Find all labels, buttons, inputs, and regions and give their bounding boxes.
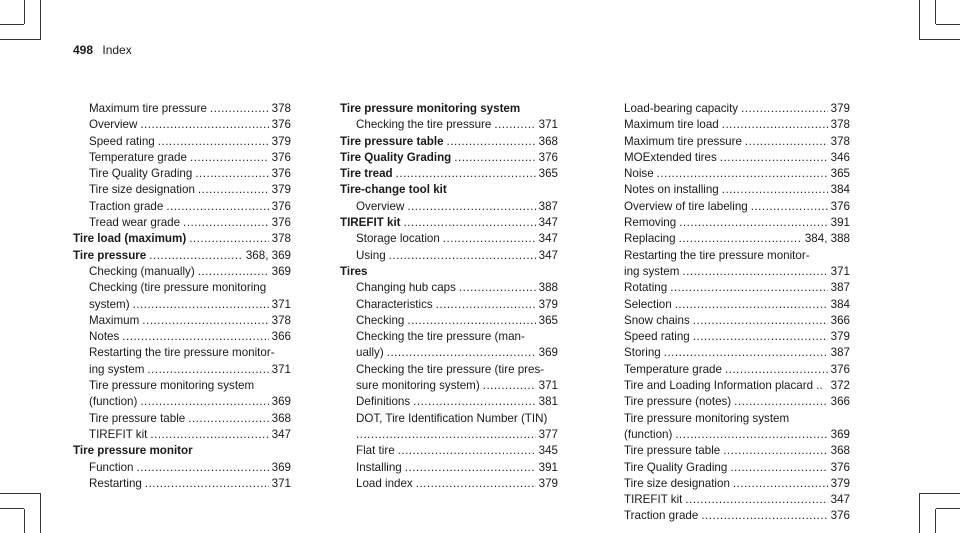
index-entry-text: Tire tread: [340, 167, 393, 181]
index-entry-text: Tire size designation: [89, 183, 195, 197]
index-entry-text: Tire pressure monitoring system: [624, 411, 790, 425]
crop-mark: [936, 24, 960, 25]
index-entry-text: Traction grade: [89, 199, 164, 213]
index-entry-page: 365: [538, 313, 558, 327]
dot-leader: [189, 231, 268, 247]
index-entry-text: Checking the tire pressure: [356, 118, 492, 132]
index-entry-page: 366: [830, 395, 850, 409]
index-entry-text: Tire pressure table: [340, 134, 444, 148]
index-entry: [340, 313, 558, 329]
dot-leader: [664, 345, 828, 361]
dot-leader: [459, 280, 536, 296]
index-entry-text: Tire Quality Grading: [340, 150, 452, 164]
index-entry-page: 376: [271, 150, 291, 164]
index-entry: [624, 101, 850, 117]
index-entry: [624, 313, 850, 329]
index-entry: [624, 134, 850, 150]
index-entry: [624, 378, 850, 394]
dot-leader: [670, 280, 827, 296]
dot-leader: [142, 313, 268, 329]
index-entry-page: 379: [271, 183, 291, 197]
index-entry-text: Restarting the tire pressure monitor-: [624, 248, 810, 262]
dot-leader: [685, 492, 827, 508]
dot-leader: [198, 182, 269, 198]
index-entry-page: 371: [271, 362, 291, 376]
index-entry-page: 379: [830, 330, 850, 344]
index-entry-text: ually): [356, 346, 384, 360]
index-entry: [624, 394, 850, 410]
index-entry: [624, 231, 850, 247]
dot-leader: [679, 231, 802, 247]
index-entry-text: Tire Quality Grading: [89, 167, 193, 181]
index-entry: [340, 101, 558, 117]
index-entry-text: Selection: [624, 297, 672, 311]
index-entry-text: Definitions: [356, 395, 411, 409]
index-entry-text: Tire pressure table: [89, 411, 186, 425]
crop-mark: [0, 24, 24, 25]
index-entry: [340, 345, 558, 361]
index-entry-page: 378: [271, 102, 291, 115]
index-entry: [340, 264, 558, 280]
index-entry-page: 368: [538, 134, 558, 148]
index-entry: [73, 378, 291, 394]
index-entry-page: 376: [830, 362, 850, 376]
dot-leader: [195, 166, 268, 182]
index-column-3: [624, 101, 850, 525]
index-entry: [340, 394, 558, 410]
dot-leader: [188, 411, 268, 427]
index-entry-text: Checking (manually): [89, 264, 195, 278]
index-entry-page: 377: [538, 427, 558, 441]
index-entry: [624, 117, 850, 133]
index-entry-page: 378: [271, 313, 291, 327]
dot-leader: [136, 460, 268, 476]
index-entry: [73, 460, 291, 476]
dot-leader: [675, 427, 827, 443]
index-entry-page: 371: [538, 118, 558, 132]
index-entry-text: Checking the tire pressure (man-: [356, 330, 525, 344]
index-entry: [73, 362, 291, 378]
dot-leader: [183, 215, 269, 231]
index-entry-text: Traction grade: [624, 509, 699, 523]
index-entry: [340, 215, 558, 231]
index-entry: [624, 150, 850, 166]
index-entry-page: 376: [271, 118, 291, 132]
index-entry-text: Replacing: [624, 232, 676, 246]
index-entry-text: Maximum tire load: [624, 118, 719, 132]
dot-leader: [387, 345, 536, 361]
index-entry-text: sure monitoring system): [356, 379, 480, 393]
index-entry-page: 371: [830, 264, 850, 278]
index-entry: [73, 248, 291, 264]
index-entry-text: Load-bearing capacity: [624, 102, 739, 115]
dot-leader: [447, 134, 536, 150]
index-entry: [624, 248, 850, 264]
index-entry: [624, 199, 850, 215]
dot-leader: [682, 264, 827, 280]
index-entry-page: 347: [538, 232, 558, 246]
index-entry-text: Removing: [624, 216, 677, 230]
index-entry-text: Temperature grade: [624, 362, 722, 376]
index-entry: [624, 427, 850, 443]
index-entry-text: MOExtended tires: [624, 150, 717, 164]
crop-mark: [0, 508, 24, 509]
dot-leader: [396, 166, 536, 182]
index-entry-text: TIREFIT kit: [340, 216, 401, 230]
index-entry-page: 376: [271, 167, 291, 181]
index-entry: [73, 150, 291, 166]
crop-mark: [936, 508, 960, 509]
dot-leader: [657, 166, 828, 182]
crop-mark: [935, 0, 936, 24]
index-entry: [73, 215, 291, 231]
index-entry-text: system): [89, 297, 130, 311]
index-entry: [340, 231, 558, 247]
index-entry-page: 391: [830, 216, 850, 230]
dot-leader: [190, 150, 269, 166]
index-entry-text: Maximum tire pressure: [89, 102, 207, 115]
index-entry-text: Speed rating: [624, 330, 690, 344]
crop-mark: [919, 493, 920, 533]
index-entry-page: 371: [271, 476, 291, 490]
dot-leader: [147, 362, 268, 378]
index-entry: [73, 101, 291, 117]
index-entry-page: 371: [271, 297, 291, 311]
crop-mark: [0, 493, 40, 494]
index-entry-page: 365: [830, 167, 850, 181]
dot-leader: [405, 460, 536, 476]
index-entry: [624, 492, 850, 508]
index-entry-text: Tires: [340, 264, 368, 278]
index-entry: [73, 443, 291, 459]
index-entry-text: Restarting the tire pressure monitor-: [89, 346, 275, 360]
crop-mark: [920, 493, 960, 494]
index-entry-page: 384, 388: [804, 232, 850, 246]
dot-leader: [720, 150, 828, 166]
index-entry: [624, 329, 850, 345]
dot-leader: [413, 394, 536, 410]
index-entry-page: 384: [830, 183, 850, 197]
index-entry-page: 371: [538, 379, 558, 393]
index-entry-page: 369: [538, 346, 558, 360]
index-entry-text: Tire and Loading Information placard ..: [624, 379, 823, 393]
index-entry-text: Tire load (maximum): [73, 232, 187, 246]
dot-leader: [730, 460, 827, 476]
index-entry: [73, 182, 291, 198]
index-entry-page: 347: [271, 427, 291, 441]
index-entry-page: 368, 369: [245, 248, 291, 262]
dot-leader: [140, 394, 268, 410]
index-entry-text: Overview: [89, 118, 138, 132]
index-entry-page: 369: [271, 395, 291, 409]
index-entry: [340, 378, 558, 394]
index-entry-page: 376: [271, 216, 291, 230]
index-entry-page: 366: [830, 313, 850, 327]
index-entry-page: 346: [830, 150, 850, 164]
index-entry: [340, 411, 558, 427]
dot-leader: [751, 199, 828, 215]
dot-leader: [416, 476, 536, 492]
index-entry-text: Tire pressure table: [624, 444, 721, 458]
index-entry-text: Maximum tire pressure: [624, 134, 742, 148]
index-entry: [340, 134, 558, 150]
dot-leader: [454, 150, 535, 166]
index-entry: [340, 460, 558, 476]
index-entry: [624, 280, 850, 296]
dot-leader: [166, 199, 268, 215]
index-entry-page: 376: [830, 199, 850, 213]
index-entry-text: Function: [89, 460, 134, 474]
index-entry-page: 366: [271, 330, 291, 344]
crop-mark: [0, 39, 40, 40]
index-entry-page: 365: [538, 167, 558, 181]
index-entry-text: Tire pressure monitor: [73, 444, 193, 458]
index-entry-page: 387: [830, 281, 850, 295]
index-entry-text: TIREFIT kit: [624, 493, 683, 507]
index-entry-text: Tire pressure monitoring system: [89, 379, 255, 393]
dot-leader: [693, 329, 828, 345]
index-entry: [624, 411, 850, 427]
index-entry-text: Using: [356, 248, 386, 262]
index-entry-page: 388: [538, 281, 558, 295]
index-entry-text: Rotating: [624, 281, 668, 295]
index-entry-page: 379: [538, 476, 558, 490]
index-entry: [340, 443, 558, 459]
dot-leader: [436, 297, 536, 313]
dot-leader: [356, 427, 536, 443]
page-number: 498: [73, 43, 94, 57]
index-entry-page: 387: [538, 199, 558, 213]
index-entry: [340, 427, 558, 443]
index-column-2: [340, 101, 558, 492]
index-entry: [73, 297, 291, 313]
dot-leader: [701, 508, 827, 524]
index-entry: [73, 134, 291, 150]
dot-leader: [693, 313, 828, 329]
index-entry-page: 376: [271, 199, 291, 213]
index-entry-text: Characteristics: [356, 297, 433, 311]
index-entry: [624, 508, 850, 524]
index-entry: [340, 297, 558, 313]
index-entry: [73, 345, 291, 361]
crop-mark: [40, 493, 41, 533]
index-entry: [73, 199, 291, 215]
index-entry-text: Tire-change tool kit: [340, 183, 447, 197]
index-entry: [340, 166, 558, 182]
index-entry: [73, 394, 291, 410]
index-entry-page: 376: [830, 460, 850, 474]
index-entry-text: Checking: [356, 313, 405, 327]
index-entry-page: 368: [271, 411, 291, 425]
dot-leader: [140, 117, 268, 133]
index-entry-page: 391: [538, 460, 558, 474]
dot-leader: [145, 476, 269, 492]
dot-leader: [734, 394, 827, 410]
dot-leader: [407, 313, 535, 329]
index-entry-text: (function): [624, 427, 673, 441]
index-entry-text: Tire pressure monitoring system: [340, 102, 521, 115]
index-entry-page: 345: [538, 444, 558, 458]
index-entry: [73, 476, 291, 492]
index-entry-page: 384: [830, 297, 850, 311]
index-entry: [73, 231, 291, 247]
dot-leader: [404, 215, 536, 231]
index-entry-text: Notes on installing: [624, 183, 719, 197]
crop-mark: [24, 0, 25, 24]
index-entry-text: Overview of tire labeling: [624, 199, 748, 213]
dot-leader: [675, 297, 828, 313]
index-entry-text: Restarting: [89, 476, 142, 490]
index-entry-text: TIREFIT kit: [89, 427, 148, 441]
dot-leader: [494, 117, 535, 133]
index-entry: [340, 248, 558, 264]
index-entry-text: Load index: [356, 476, 413, 490]
index-column-1: [73, 101, 291, 492]
index-entry-text: ing system: [89, 362, 145, 376]
index-entry: [73, 329, 291, 345]
index-entry-text: Maximum: [89, 313, 140, 327]
index-entry: [340, 182, 558, 198]
index-entry-page: 347: [538, 216, 558, 230]
index-entry-page: 379: [271, 134, 291, 148]
index-entry: [73, 117, 291, 133]
index-entry: [340, 117, 558, 133]
index-entry-text: Storing: [624, 346, 661, 360]
dot-leader: [745, 134, 828, 150]
index-entry-page: 378: [830, 118, 850, 132]
index-entry: [340, 280, 558, 296]
page-header: [73, 43, 132, 57]
index-entry-text: Temperature grade: [89, 150, 187, 164]
index-entry-text: Tread wear grade: [89, 216, 181, 230]
crop-mark: [920, 39, 960, 40]
index-entry-text: Checking the tire pressure (tire pres-: [356, 362, 545, 376]
index-entry-page: 378: [830, 134, 850, 148]
index-entry-text: DOT, Tire Identification Number (TIN): [356, 411, 548, 425]
index-entry-text: ing system: [624, 264, 680, 278]
dot-leader: [741, 101, 828, 117]
dot-leader: [149, 248, 243, 264]
index-entry-text: Overview: [356, 199, 405, 213]
index-entry: [340, 362, 558, 378]
index-entry-page: 372: [830, 379, 850, 393]
dot-leader: [722, 182, 828, 198]
dot-leader: [722, 117, 828, 133]
index-entry-page: 347: [830, 493, 850, 507]
index-entry: [624, 215, 850, 231]
dot-leader: [679, 215, 827, 231]
index-entry: [624, 182, 850, 198]
index-entry: [73, 411, 291, 427]
index-entry: [624, 297, 850, 313]
index-entry-page: 369: [830, 427, 850, 441]
crop-mark: [40, 0, 41, 40]
dot-leader: [122, 329, 268, 345]
crop-mark: [935, 509, 936, 533]
dot-leader: [483, 378, 536, 394]
index-entry-page: 378: [271, 232, 291, 246]
dot-leader: [398, 443, 536, 459]
index-entry-text: Snow chains: [624, 313, 690, 327]
page-title: Index: [102, 43, 132, 57]
index-entry-text: Speed rating: [89, 134, 155, 148]
index-entry-page: 376: [830, 509, 850, 523]
index-entry: [624, 264, 850, 280]
index-entry-text: (function): [89, 395, 138, 409]
index-entry: [624, 362, 850, 378]
crop-mark: [24, 509, 25, 533]
dot-leader: [725, 362, 828, 378]
index-entry: [340, 199, 558, 215]
index-entry: [73, 264, 291, 280]
index-entry: [624, 476, 850, 492]
dot-leader: [443, 231, 536, 247]
dot-leader: [389, 248, 536, 264]
dot-leader: [158, 134, 269, 150]
index-entry-text: Flat tire: [356, 444, 395, 458]
index-entry-page: 381: [538, 395, 558, 409]
dot-leader: [198, 264, 269, 280]
index-entry-page: 376: [538, 150, 558, 164]
index-entry: [340, 150, 558, 166]
index-entry-text: Storage location: [356, 232, 440, 246]
index-entry-text: Noise: [624, 167, 654, 181]
dot-leader: [133, 297, 269, 313]
index-entry: [624, 166, 850, 182]
dot-leader: [150, 427, 268, 443]
index-entry-text: Notes: [89, 330, 120, 344]
index-entry-page: 387: [830, 346, 850, 360]
crop-mark: [919, 0, 920, 40]
index-entry-text: Changing hub caps: [356, 281, 456, 295]
index-entry-text: Tire pressure: [73, 248, 147, 262]
index-entry-page: 347: [538, 248, 558, 262]
dot-leader: [733, 476, 828, 492]
index-entry: [73, 166, 291, 182]
index-entry: [73, 427, 291, 443]
index-entry: [624, 345, 850, 361]
index-entry: [340, 476, 558, 492]
index-entry-page: 369: [271, 264, 291, 278]
index-entry-page: 368: [830, 444, 850, 458]
index-entry-page: 379: [830, 476, 850, 490]
index-entry-page: 369: [271, 460, 291, 474]
index-entry: [624, 443, 850, 459]
index-entry-text: Installing: [356, 460, 402, 474]
index-entry-text: Tire pressure (notes): [624, 395, 732, 409]
dot-leader: [407, 199, 535, 215]
index-entry-text: Checking (tire pressure monitoring: [89, 281, 267, 295]
index-entry: [73, 280, 291, 296]
index-entry: [340, 329, 558, 345]
index-entry-page: 379: [538, 297, 558, 311]
index-entry: [73, 313, 291, 329]
index-entry-text: Tire Quality Grading: [624, 460, 728, 474]
dot-leader: [210, 101, 269, 117]
dot-leader: [723, 443, 827, 459]
index-entry-page: 379: [830, 102, 850, 115]
index-entry: [624, 460, 850, 476]
index-entry-text: Tire size designation: [624, 476, 730, 490]
